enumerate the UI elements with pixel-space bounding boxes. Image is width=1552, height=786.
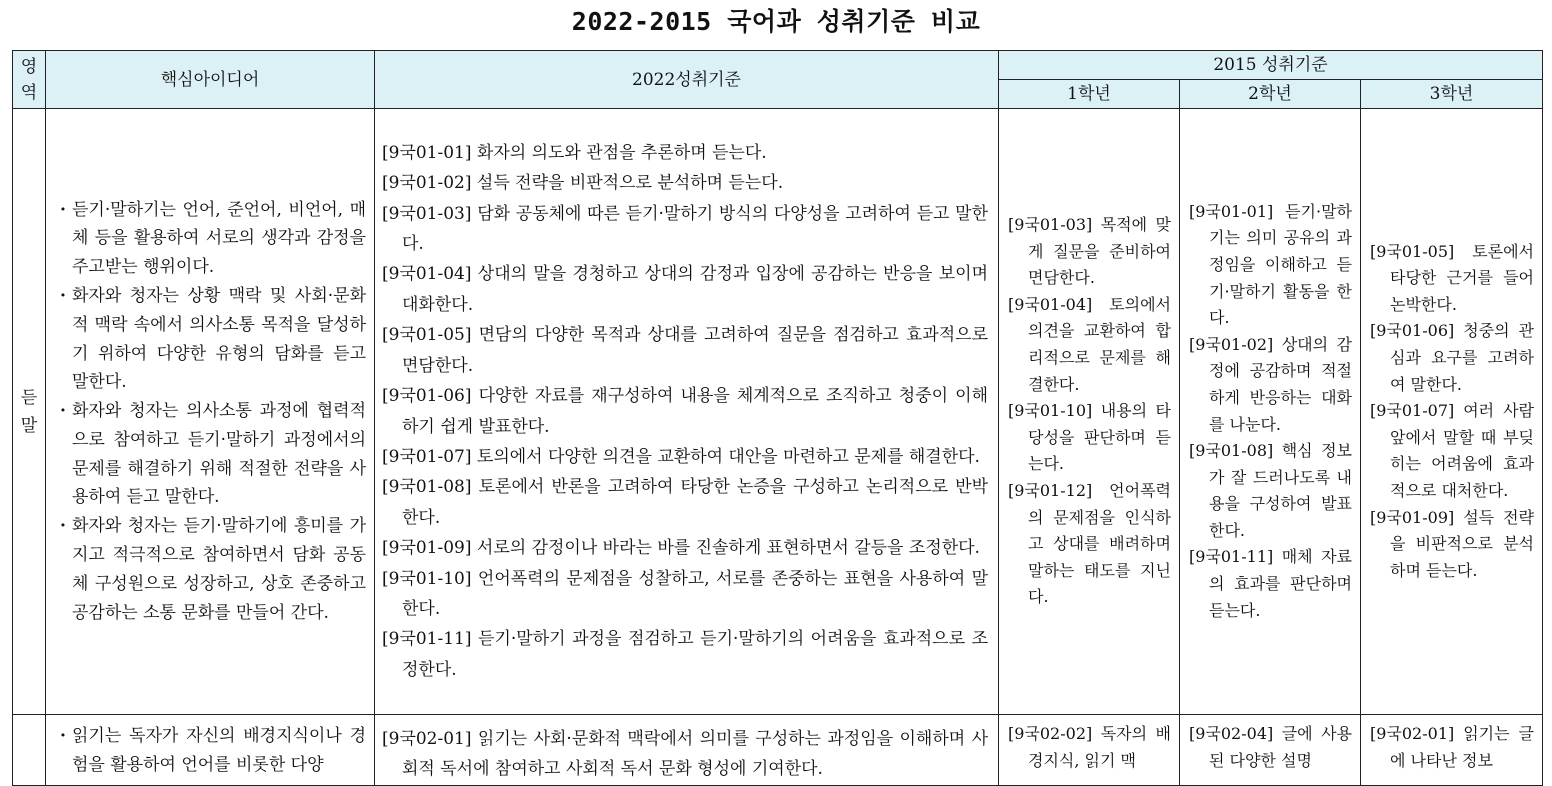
- list-item: [9국01-04] 상대의 말을 경청하고 상대의 감정과 입장에 공감하는 반응을 보이며 대화한다.: [382, 264, 988, 315]
- year3-list: [1361, 239, 1542, 585]
- std2022-cell: [375, 715, 999, 786]
- list-item: [9국01-09] 서로의 감정이나 바라는 바를 진솔하게 표현하면서 갈등을 조정한다.: [382, 538, 980, 559]
- std2022-list: [375, 138, 998, 685]
- std2022-cell: [375, 109, 999, 715]
- list-item: [9국01-07] 토의에서 다양한 의견을 교환하여 대안을 마련하고 문제를 해결한다.: [382, 446, 980, 467]
- list-item: [9국01-08] 토론에서 반론을 고려하여 타당한 논증을 구성하고 논리적으로 반박한다.: [382, 477, 988, 528]
- list-item: [9국01-05] 면담의 다양한 목적과 상대를 고려하여 질문을 점검하고 효과적으로 면담한다.: [382, 325, 988, 376]
- header-year-3: 3학년: [1361, 80, 1543, 109]
- header-year-2: 2학년: [1180, 80, 1361, 109]
- year1-cell: [999, 715, 1180, 786]
- list-item: [9국01-04] 토의에서 의견을 교환하여 합리적으로 문제를 해결한다.: [1008, 294, 1171, 394]
- list-item: [9국01-12] 언어폭력의 문제점을 인식하고 상대를 배려하며 말하는 태도를 지닌다.: [1008, 480, 1171, 607]
- list-item: [9국01-03] 담화 공동체에 따른 듣기·말하기 방식의 다양성을 고려하여 듣고 말한다.: [382, 203, 988, 255]
- comparison-table-wrapper: [12, 50, 1543, 786]
- year1-list: [999, 212, 1179, 611]
- page-title: 2022-2015 국어과 성취기준 비교: [571, 7, 981, 36]
- list-item: · 화자와 청자는 듣기·말하기에 흥미를 가지고 적극적으로 참여하면서 담화 공동체 구성원으로 성장하고, 상호 존중하고 공감하는 소통 문화를 만들어 간다.: [62, 512, 366, 627]
- area-cell: [13, 109, 46, 715]
- list-item: · 화자와 청자는 의사소통 과정에 협력적으로 참여하고 듣기·말하기 과정에서의 문제를 해결하기 위해 적절한 전략을 사용하여 듣고 말한다.: [62, 397, 366, 512]
- list-item: [9국02-04] 글에 사용된 다양한 설명: [1189, 724, 1352, 770]
- list-item: [9국01-09] 설득 전략을 비판적으로 분석하며 듣는다.: [1370, 507, 1534, 580]
- list-item: · 듣기·말하기는 언어, 준언어, 비언어, 매체 등을 활용하여 서로의 생각과 감정을 주고받는 행위이다.: [62, 196, 366, 282]
- core-idea-cell: [46, 715, 375, 786]
- list-item: [9국02-01] 읽기는 사회·문화적 맥락에서 의미를 구성하는 과정임을 이해하며 사회적 독서에 참여하고 사회적 독서 문화 형성에 기여한다.: [382, 729, 988, 780]
- list-item: [9국01-06] 청중의 관심과 요구를 고려하여 말한다.: [1370, 321, 1534, 394]
- list-item: · 화자와 청자는 상황 맥락 및 사회·문화적 맥락 속에서 의사소통 목적을 달성하기 위하여 다양한 유형의 담화를 듣고 말한다.: [62, 282, 366, 397]
- list-item: [9국01-02] 설득 전략을 비판적으로 분석하며 듣는다.: [382, 173, 784, 194]
- std2022-list: [375, 715, 998, 785]
- list-item: · 읽기는 독자가 자신의 배경지식이나 경험을 활용하여 언어를 비롯한 다양: [62, 722, 366, 780]
- year3-cell: [1361, 715, 1543, 786]
- list-item: [9국01-02] 상대의 감정에 공감하며 적절하게 반응하는 대화를 나눈다.: [1189, 334, 1352, 434]
- list-item: [9국01-11] 듣기·말하기 과정을 점검하고 듣기·말하기의 어려움을 효과적으로 조정한다.: [382, 629, 988, 680]
- year3-cell: [1361, 109, 1543, 715]
- list-item: [9국01-10] 내용의 타당성을 판단하며 듣는다.: [1008, 401, 1171, 474]
- list-item: [9국01-07] 여러 사람 앞에서 말할 때 부딪히는 어려움에 효과적으로 대처한다.: [1370, 401, 1534, 500]
- list-item: [9국01-01] 듣기·말하기는 의미 공유의 과정임을 이해하고 듣기·말하기 활동을 한다.: [1189, 201, 1352, 328]
- list-item: [9국01-01] 화자의 의도와 관점을 추론하며 듣는다.: [382, 142, 767, 163]
- header-core-idea: 핵심아이디어: [46, 51, 375, 109]
- year2-cell: [1180, 715, 1361, 786]
- list-item: [9국02-02] 독자의 배경지식, 읽기 맥: [1008, 724, 1171, 770]
- list-item: [9국01-11] 매체 자료의 효과를 판단하며 듣는다.: [1189, 547, 1352, 620]
- list-item: [9국01-06] 다양한 자료를 재구성하여 내용을 체계적으로 조직하고 청중이 이해하기 쉽게 발표한다.: [382, 386, 988, 437]
- core-idea-list: [46, 715, 374, 780]
- core-idea-list: [46, 196, 374, 628]
- table-row: [13, 715, 1543, 786]
- header-year-1: 1학년: [999, 80, 1180, 109]
- list-item: [9국01-10] 언어폭력의 문제점을 성찰하고, 서로를 존중하는 표현을 사용하여 말한다.: [382, 568, 988, 619]
- header-area: [13, 51, 46, 109]
- list-item: [9국02-01] 읽기는 글에 나타난 정보: [1370, 724, 1534, 770]
- header-2015-standards: 2015 성취기준: [999, 51, 1543, 80]
- header-area-text: 영역: [20, 56, 38, 103]
- table-row: [13, 109, 1543, 715]
- year3-list: [1361, 715, 1542, 774]
- list-item: [9국01-03] 목적에 맞게 질문을 준비하여 면담한다.: [1008, 215, 1171, 288]
- comparison-table: [12, 50, 1543, 786]
- year1-cell: [999, 109, 1180, 715]
- year2-list: [1180, 715, 1360, 774]
- year2-list: [1180, 199, 1360, 625]
- area-label: 듣말: [20, 387, 38, 436]
- list-item: [9국01-08] 핵심 정보가 잘 드러나도록 내용을 구성하여 발표한다.: [1189, 441, 1352, 540]
- header-2022-standards: 2022성취기준: [375, 51, 999, 109]
- list-item: [9국01-05] 토론에서 타당한 근거를 들어 논박한다.: [1370, 241, 1534, 314]
- year1-list: [999, 715, 1179, 774]
- area-cell: [13, 715, 46, 786]
- year2-cell: [1180, 109, 1361, 715]
- core-idea-cell: [46, 109, 375, 715]
